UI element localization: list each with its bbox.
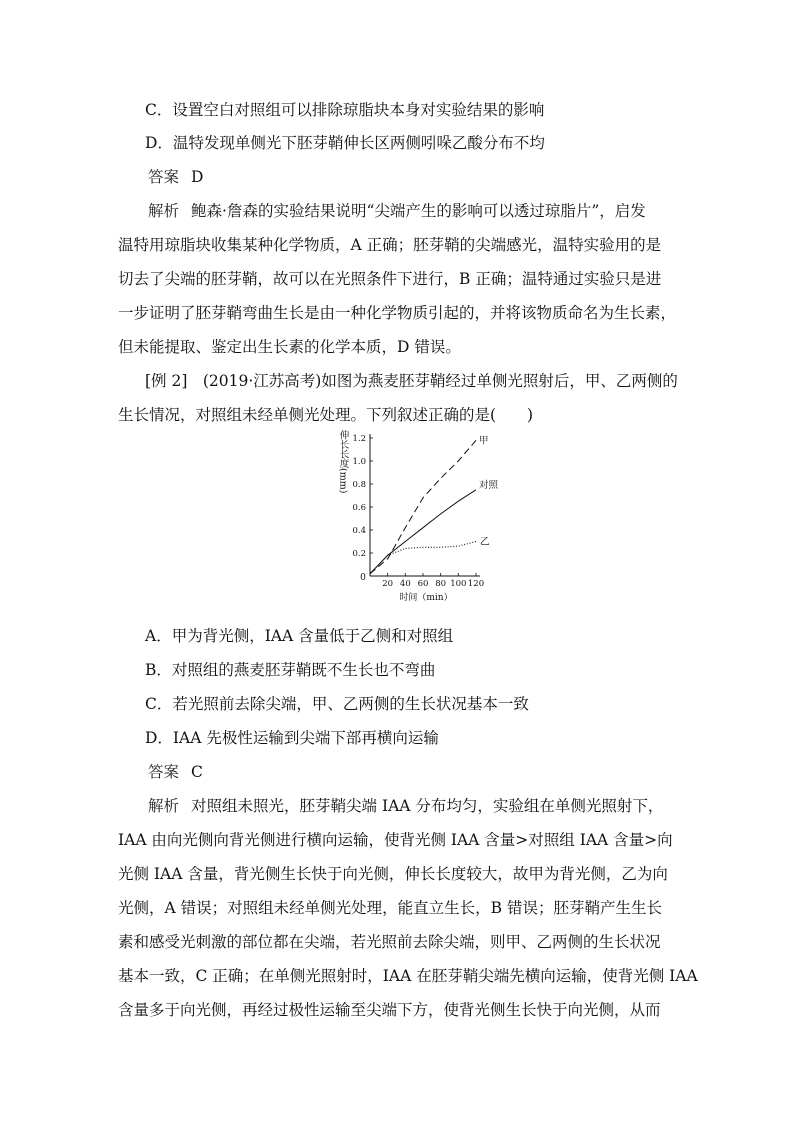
x-axis-label: 时间（min） xyxy=(399,593,453,603)
explanation-2-line-5: 素和感受光刺激的部位都在尖端，若光照前去除尖端，则甲、乙两侧的生长状况 xyxy=(118,933,661,951)
explanation-1-line-4: 一步证明了胚芽鞘弯曲生长是由一种化学物质引起的，并将该物质命名为生长素， xyxy=(118,304,677,322)
y-axis-label: 伸长长度(mm) xyxy=(337,430,349,494)
explanation-label: 解析 xyxy=(148,202,180,220)
x-tick-label: 120 xyxy=(467,579,485,589)
explanation-2-line-6: 基本一致，C 正确；在单侧光照射时，IAA 在胚芽鞘尖端先横向运输，使背光侧 IAA xyxy=(118,967,698,985)
growth-chart-svg xyxy=(318,426,499,612)
x-tick-label: 60 xyxy=(417,579,429,589)
growth-chart xyxy=(318,426,499,612)
explanation-1 xyxy=(148,201,708,221)
y-tick-label: 0.8 xyxy=(352,480,366,490)
question-2-line-1: [例 2] (2019·江苏高考)如图为燕麦胚芽鞘经过单侧光照射后，甲、乙两侧的 xyxy=(145,372,678,390)
x-tick-label: 40 xyxy=(399,579,411,589)
answer-label: 答案 xyxy=(148,763,180,781)
explanation-2-line-7: 含量多于向光侧，再经过极性运输至尖端下方，使背光侧生长快于向光侧，从而 xyxy=(118,1001,661,1019)
answer-value: D xyxy=(191,168,204,186)
y-tick-label: 0.4 xyxy=(352,526,366,536)
y-tick-label: 1.2 xyxy=(352,434,366,444)
series-label: 乙 xyxy=(480,536,490,548)
option-c: C．若光照前去除尖端，甲、乙两侧的生长状况基本一致 xyxy=(145,695,529,713)
series-label: 对照 xyxy=(479,479,499,491)
series-line-乙 xyxy=(370,542,476,574)
x-tick-label: 20 xyxy=(382,579,394,589)
explanation-2-line-2: IAA 由向光侧向背光侧进行横向运输，使背光侧 IAA 含量>对照组 IAA 含量>向 xyxy=(118,831,673,849)
series-label: 甲 xyxy=(479,435,489,447)
answer-2 xyxy=(148,762,708,782)
y-tick-label: 0.6 xyxy=(352,503,366,513)
explanation-2 xyxy=(148,796,708,816)
question-2-line-2: 生长情况，对照组未经单侧光处理。下列叙述正确的是( ) xyxy=(118,406,534,424)
explanation-text: 鲍森·詹森的实验结果说明“尖端产生的影响可以透过琼脂片”，启发 xyxy=(191,202,646,220)
answer-label: 答案 xyxy=(148,168,180,186)
explanation-2-line-4: 光侧，A 错误；对照组未经单侧光处理，能直立生长，B 错误；胚芽鞘产生生长 xyxy=(118,899,662,917)
explanation-1-line-2: 温特用琼脂块收集某种化学物质，A 正确；胚芽鞘的尖端感光，温特实验用的是 xyxy=(118,236,662,254)
explanation-2-line-3: 光侧 IAA 含量，背光侧生长快于向光侧，伸长长度较大，故甲为背光侧，乙为向 xyxy=(118,865,668,883)
y-tick-label: 1.0 xyxy=(352,457,366,467)
option-a: A．甲为背光侧，IAA 含量低于乙侧和对照组 xyxy=(145,627,454,645)
option-c-prev: C．设置空白对照组可以排除琼脂块本身对实验结果的影响 xyxy=(145,101,545,119)
explanation-1-line-5: 但未能提取、鉴定出生长素的化学本质，D 错误。 xyxy=(118,338,461,356)
series-line-对照 xyxy=(370,490,476,574)
explanation-label: 解析 xyxy=(148,797,180,815)
series-line-甲 xyxy=(370,440,476,573)
x-tick-label: 80 xyxy=(435,579,447,589)
option-d-prev: D．温特发现单侧光下胚芽鞘伸长区两侧吲哚乙酸分布不均 xyxy=(145,134,545,152)
option-b: B．对照组的燕麦胚芽鞘既不生长也不弯曲 xyxy=(145,661,436,679)
explanation-text: 对照组未照光，胚芽鞘尖端 IAA 分布均匀，实验组在单侧光照射下， xyxy=(191,797,664,815)
answer-value: C xyxy=(191,763,203,781)
y-tick-label: 0.2 xyxy=(352,549,366,559)
explanation-1-line-3: 切去了尖端的胚芽鞘，故可以在光照条件下进行，B 正确；温特通过实验只是进 xyxy=(118,270,662,288)
x-tick-label: 100 xyxy=(450,579,467,589)
origin-label: 0 xyxy=(360,573,366,583)
answer-1 xyxy=(148,167,708,187)
option-d: D．IAA 先极性运输到尖端下部再横向运输 xyxy=(145,729,439,747)
